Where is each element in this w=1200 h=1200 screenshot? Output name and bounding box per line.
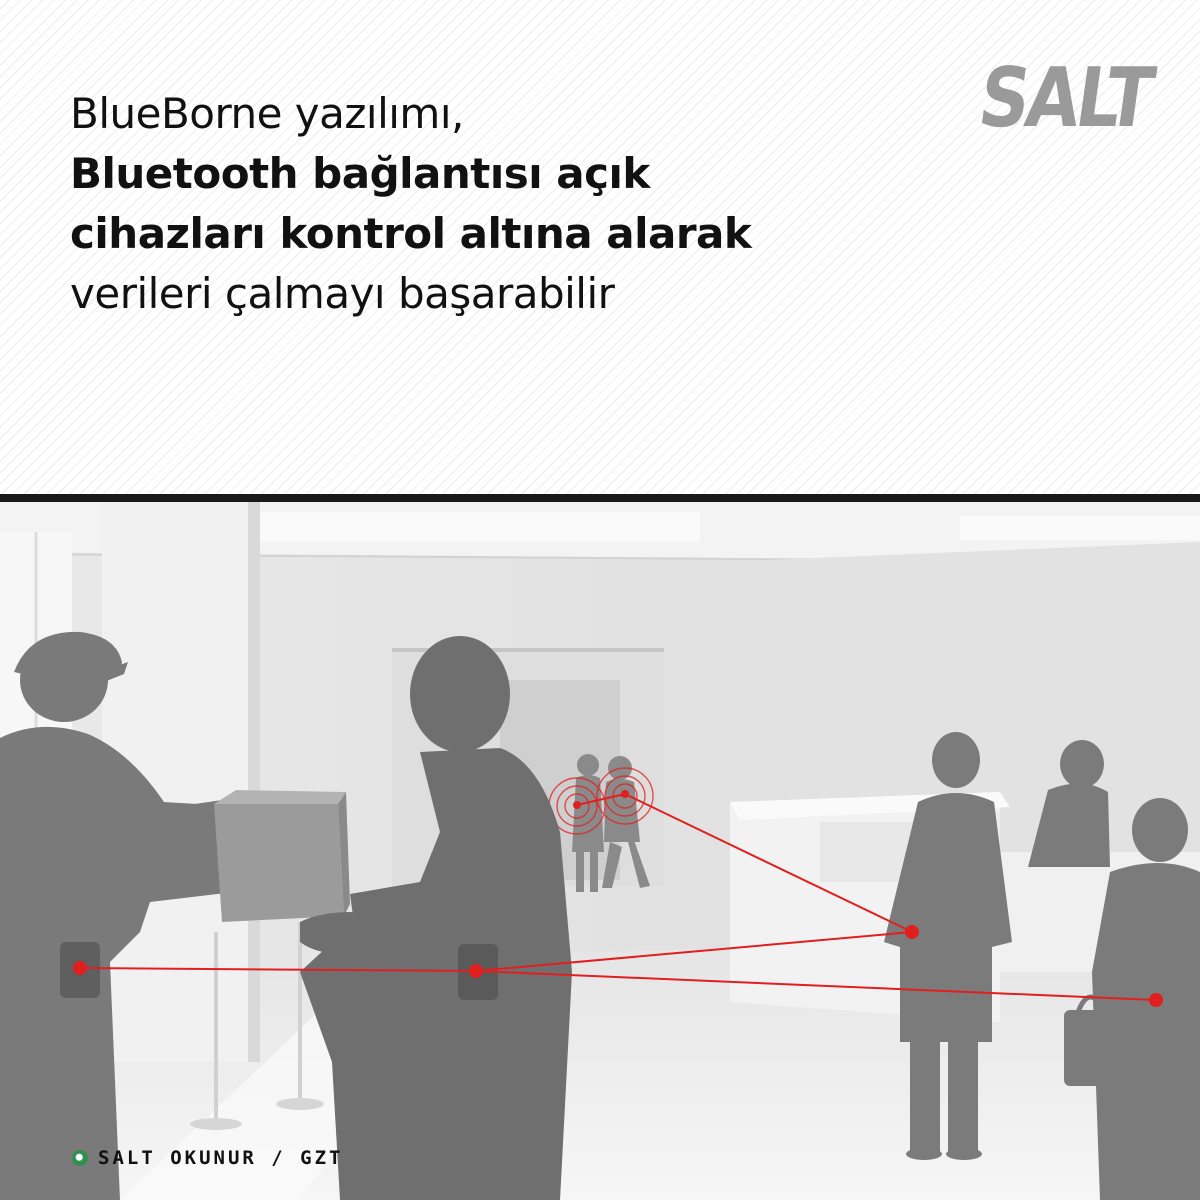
header-panel bbox=[0, 0, 1200, 494]
office-scene-illustration bbox=[0, 502, 1200, 1200]
headline bbox=[70, 84, 751, 324]
salt-okunur-dot-icon bbox=[72, 1150, 88, 1166]
headline-line-2: Bluetooth bağlantısı açık bbox=[70, 149, 650, 198]
section-divider bbox=[0, 494, 1200, 502]
footer-credit bbox=[72, 1146, 343, 1170]
headline-line-3: cihazları kontrol altına alarak bbox=[70, 209, 752, 258]
illustration-scene bbox=[0, 502, 1200, 1200]
headline-line-4: verileri çalmayı başarabilir bbox=[70, 269, 615, 318]
salt-logo-text: SALT bbox=[973, 51, 1188, 146]
salt-logo bbox=[972, 51, 1188, 146]
credit-text: SALT OKUNUR / GZT bbox=[98, 1147, 344, 1169]
headline-line-1: BlueBorne yazılımı, bbox=[70, 89, 464, 138]
